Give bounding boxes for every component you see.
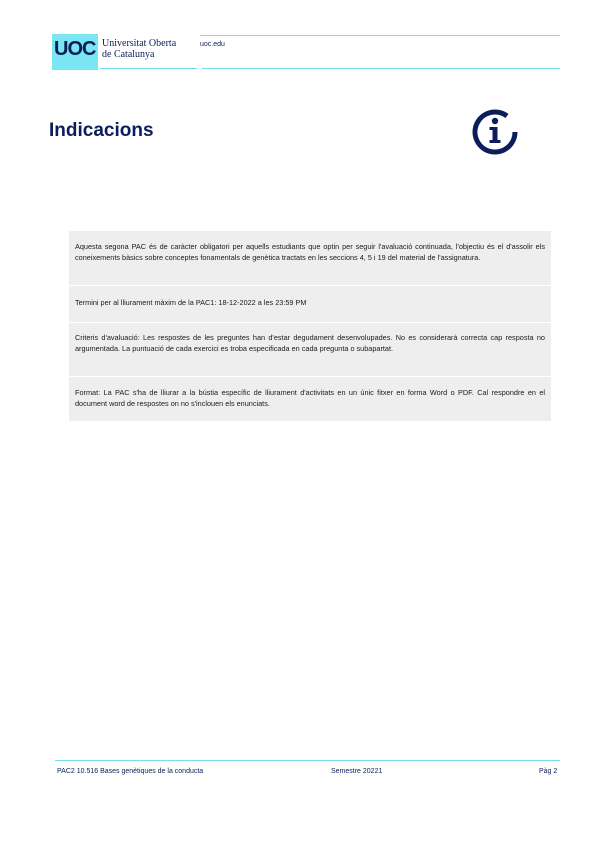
- university-name-line2: de Catalunya: [102, 49, 155, 60]
- header-rule-top: [200, 35, 560, 36]
- info-icon: [469, 106, 521, 158]
- page-title: Indicacions: [49, 120, 154, 141]
- instructions-panel: [69, 231, 551, 422]
- paragraph-deadline: Termini per al lliurament màxim de la PAC1: 18-12-2022 a les 23:59 PM: [69, 286, 551, 323]
- site-link[interactable]: uoc.edu: [200, 41, 225, 48]
- uoc-logo: [52, 34, 98, 70]
- paragraph-format: Format: La PAC s'ha de lliurar a la bústia específic de lliurament d'activitats en un únic fitxer en forma Word o PDF. Cal respondre en el document word de respostes on no s'inclouen els enunciats.: [69, 377, 551, 422]
- footer-semester: Semestre 20221: [331, 768, 383, 775]
- paragraph-criteria: Criteris d'avaluació: Les respostes de les preguntes han d'estar degudament desenvolupades. No es considerarà correcta cap resposta no argumentada. La puntuació de cada exercici es troba especificada en cada pregunta o subapartat.: [69, 323, 551, 377]
- footer-rule: [55, 760, 560, 761]
- logo-text: UOC: [54, 38, 96, 60]
- footer-course: PAC2 10.516 Bases genètiques de la conducta: [57, 768, 204, 775]
- paragraph-intro: Aquesta segona PAC és de caràcter obligatori per aquells estudiants que optin per seguir l'avaluació continuada, l'objectiu és el d'assolir els coneixements bàsics sobre conceptes fonamentals de genètica tractats en les seccions 4, 5 i 19 del material de l'assignatura.: [69, 231, 551, 286]
- footer-page-number: Pàg 2: [539, 768, 558, 775]
- university-name: [102, 38, 176, 60]
- header-rule-bottom-left: [100, 68, 197, 69]
- header-rule-bottom-right: [202, 68, 560, 69]
- university-name-line1: Universitat Oberta: [102, 38, 177, 49]
